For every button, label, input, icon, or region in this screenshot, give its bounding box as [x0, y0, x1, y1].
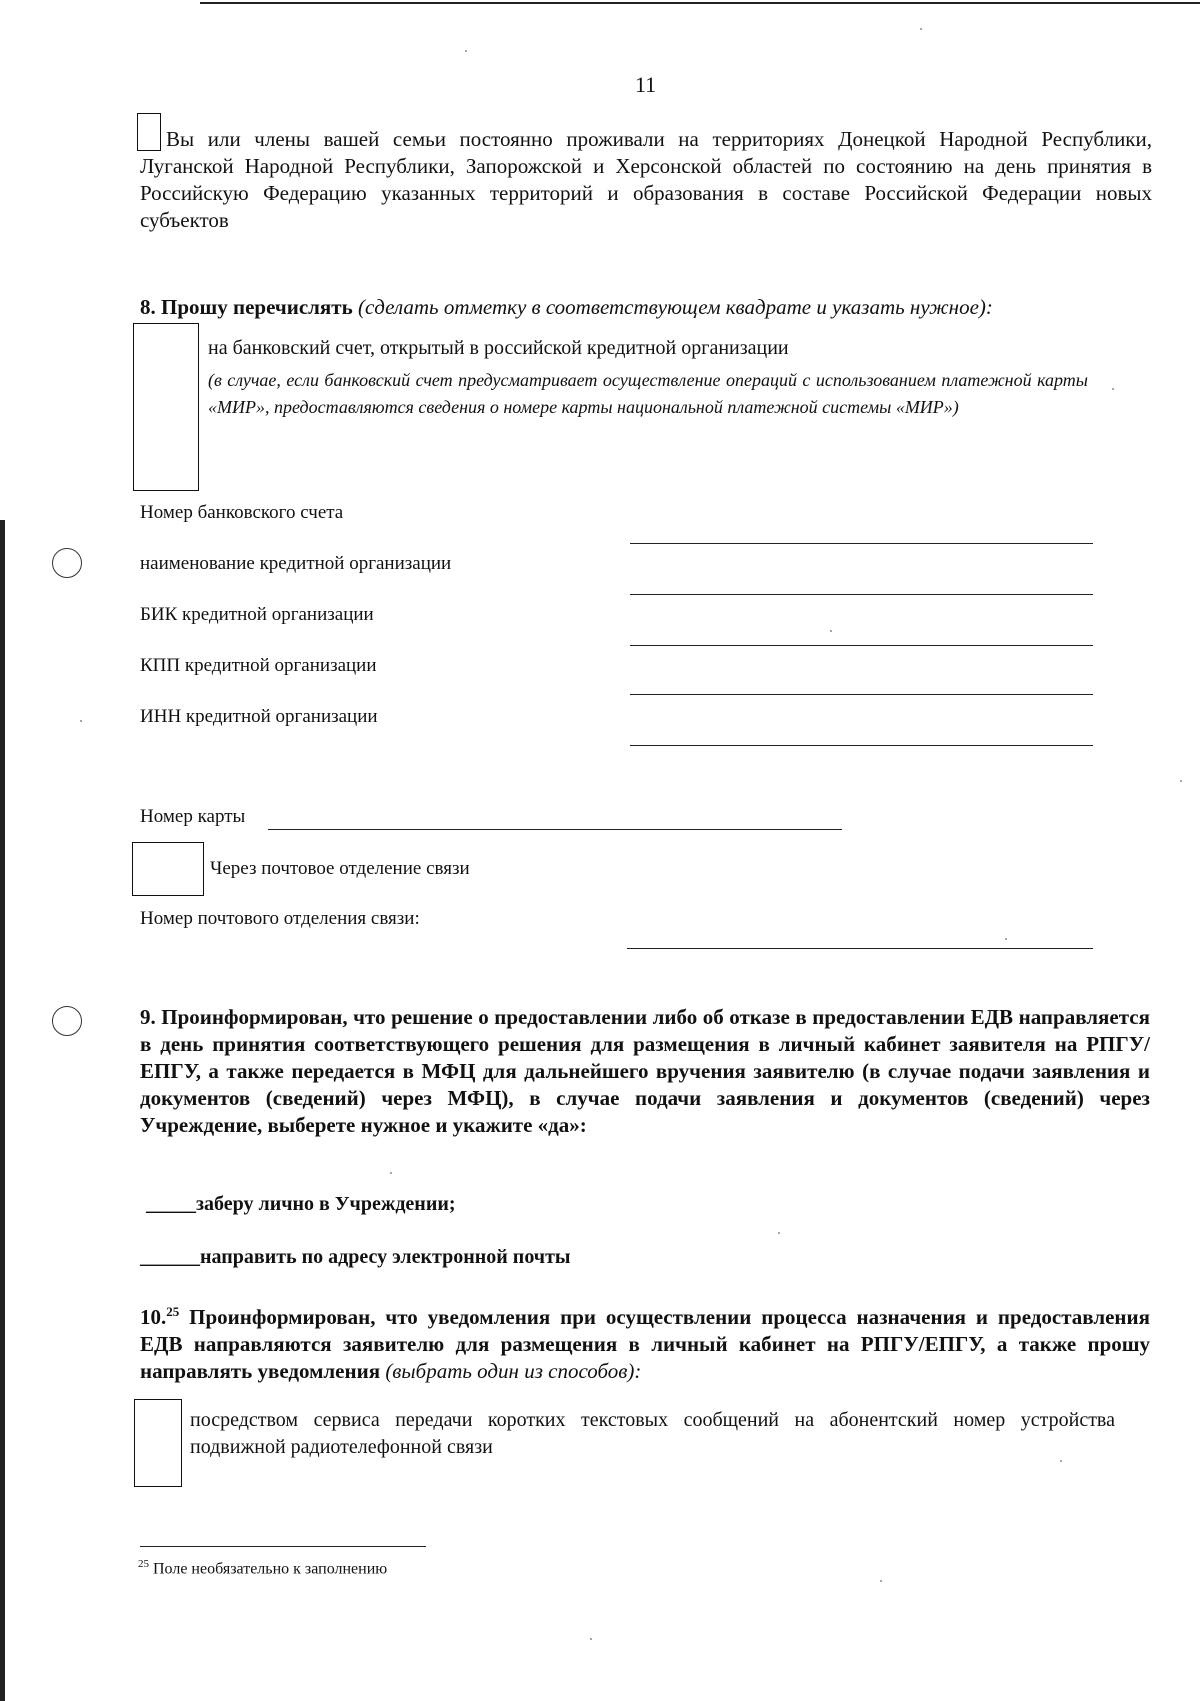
scan-speck — [80, 720, 82, 722]
section10-text: Проинформирован, что уведомления при осуществлении процесса назначения и предоставления ЕДВ направляются заявителю для размещения в личный кабинет на РПГУ/ЕПГУ, а также прошу направлять уведомления — [140, 1305, 1150, 1383]
intro-paragraph: Вы или члены вашей семьи постоянно проживали на территориях Донецкой Народной Республики, Луганской Народной Республики, Запорожской и Херсонской областей по состоянию на день принятия в Российскую Федерацию указанных территорий и образования в составе Российской Федерации новых субъектов — [140, 127, 1152, 232]
scan-speck — [1060, 1460, 1062, 1462]
scan-speck — [920, 28, 922, 30]
card-number-label: Номер карты — [140, 806, 246, 827]
card-number-line[interactable] — [268, 829, 842, 830]
field-label-bank-name: наименование кредитной организации — [140, 553, 452, 574]
field-label-bik: БИК кредитной организации — [140, 604, 374, 625]
field-line-bik[interactable] — [630, 645, 1093, 646]
section10-footnote-ref: 25 — [166, 1304, 180, 1319]
field-line-inn[interactable] — [630, 745, 1093, 746]
bank-account-checkbox[interactable] — [133, 323, 199, 491]
field-label-inn: ИНН кредитной организации — [140, 706, 378, 727]
bank-option-note: (в случае, если банковский счет предусматривает осуществление операций с использованием платежной карты «МИР», предоставляются сведения о номере карты национальной платежной системы «МИР») — [208, 370, 1088, 417]
scan-speck — [390, 1172, 392, 1174]
bank-option-label: на банковский счет, открытый в российской кредитной организации — [208, 337, 789, 359]
field-label-account-number: Номер банковского счета — [140, 502, 344, 523]
section8-heading — [140, 295, 1180, 320]
punch-hole-top — [52, 548, 82, 578]
scan-top-edge — [200, 2, 1200, 4]
scan-speck — [590, 1638, 592, 1640]
scan-speck — [1180, 780, 1182, 782]
post-office-checkbox[interactable] — [132, 842, 204, 896]
sms-checkbox[interactable] — [134, 1399, 182, 1487]
footnote-marker: 25 — [138, 1558, 149, 1570]
section9-paragraph: 9. Проинформирован, что решение о предоставлении либо об отказе в предоставлении ЕДВ направляется в день принятия соответствующего решения для размещения в личный кабинет заявителя на РПГУ/ЕПГУ, а также передается в МФЦ для дальнейшего вручения заявителю (в случае подачи заявления и документов (сведений) через МФЦ), в случае подачи заявления и документов (сведений) через Учреждение, выберете нужное и укажите «да»: — [140, 1005, 1150, 1137]
scan-left-edge — [0, 520, 5, 1701]
page-number: 11 — [635, 72, 657, 97]
field-line-account-number[interactable] — [630, 543, 1093, 544]
footnote — [138, 1558, 387, 1578]
section10-note: (выбрать один из способов): — [385, 1359, 642, 1383]
section10-paragraph — [140, 1298, 1150, 1385]
scan-speck — [830, 630, 832, 632]
section9-option-personal[interactable]: _____заберу лично в Учреждении; — [146, 1193, 456, 1215]
post-option-label: Через почтовое отделение связи — [210, 858, 470, 879]
scan-speck — [778, 1232, 780, 1234]
scan-speck — [880, 1580, 882, 1582]
section8-heading-note: (сделать отметку в соответствующем квадрате и указать нужное): — [357, 295, 993, 319]
sms-option-label: посредством сервиса передачи коротких текстовых сообщений на абонентский номер устройства подвижной радиотелефонной связи — [190, 1409, 1115, 1458]
scan-speck — [1112, 388, 1114, 390]
scan-speck — [1005, 938, 1007, 940]
field-line-bank-name[interactable] — [630, 594, 1093, 595]
punch-hole-bottom — [52, 1006, 82, 1036]
footnote-text: Поле необязательно к заполнению — [149, 1560, 388, 1578]
scan-speck — [465, 50, 467, 52]
post-number-label: Номер почтового отделения связи: — [140, 908, 420, 929]
section8-heading-text: 8. Прошу перечислять — [140, 295, 353, 319]
section9-option-email[interactable]: ______направить по адресу электронной почты — [140, 1246, 571, 1268]
field-label-kpp: КПП кредитной организации — [140, 655, 377, 676]
section10-number: 10. — [140, 1305, 167, 1329]
footnote-separator — [140, 1546, 426, 1547]
field-line-kpp[interactable] — [630, 694, 1093, 695]
post-number-line[interactable] — [627, 948, 1093, 949]
